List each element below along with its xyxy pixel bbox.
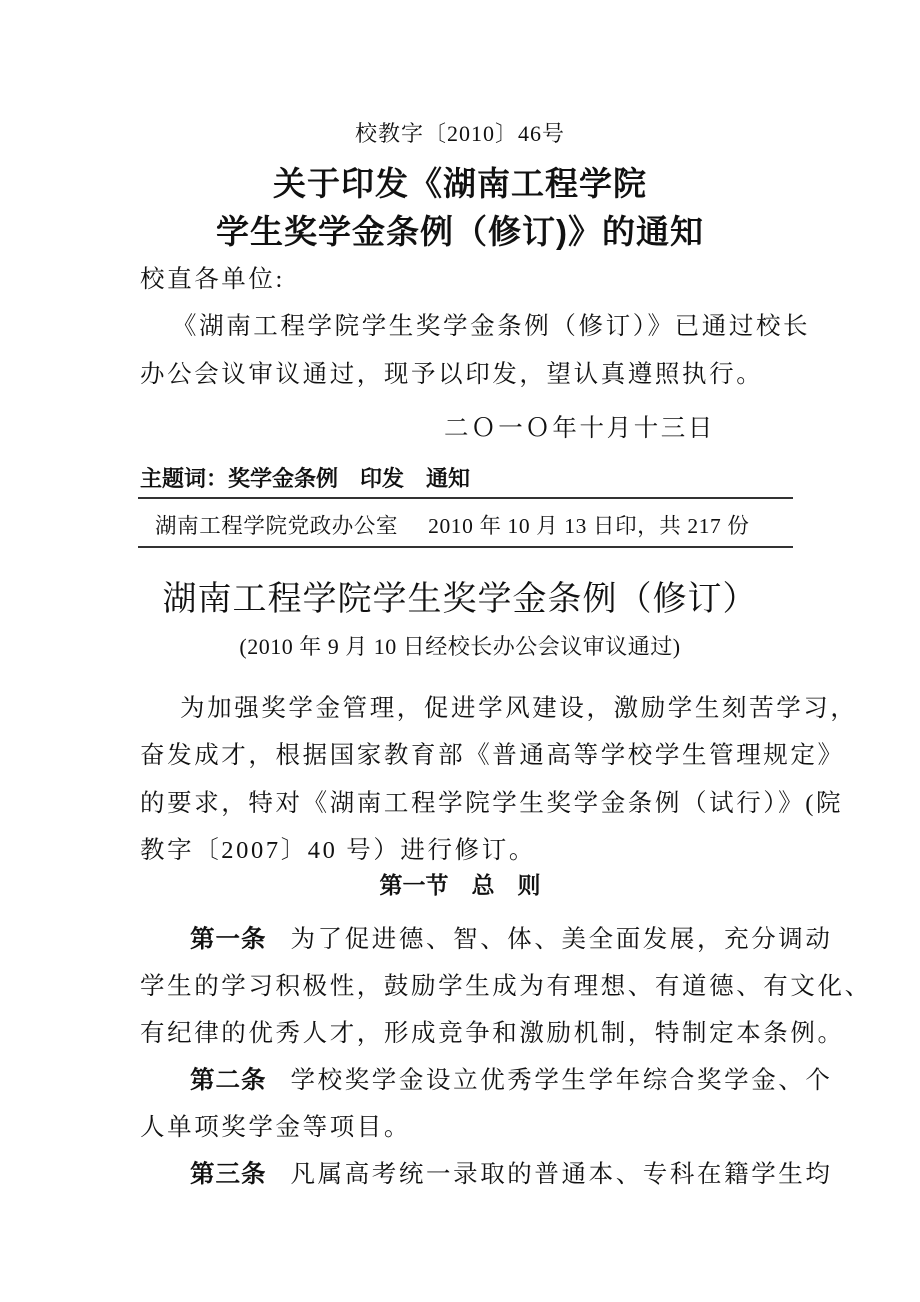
keyword: 通知 xyxy=(426,466,471,491)
preamble-line: 的要求，特对《湖南工程学院学生奖学金条例（试行）》(院 xyxy=(140,790,844,817)
notice-body-line-1: 《湖南工程学院学生奖学金条例（修订）》已通过校长 xyxy=(172,313,811,340)
keywords-label: 主题词： xyxy=(140,466,229,491)
article-text: 为了促进德、智、体、美全面发展，充分调动 xyxy=(290,926,833,953)
footer-print-info: 2010 年 10 月 13 日印，共 217 份 xyxy=(428,514,750,538)
article-text: 学校奖学金设立优秀学生学年综合奖学金、个 xyxy=(290,1067,833,1094)
article-line: 学生的学习积极性，鼓励学生成为有理想、有道德、有文化、 xyxy=(140,973,872,1000)
regulation-title: 湖南工程学院学生奖学金条例（修订） xyxy=(162,580,758,618)
divider-bottom xyxy=(138,546,793,548)
subject-keywords xyxy=(140,468,470,490)
notice-body-line-2: 办公会议审议通过，现予以印发，望认真遵照执行。 xyxy=(140,361,764,388)
article-label: 第二条 xyxy=(190,1067,267,1094)
article-text: 凡属高考统一录取的普通本、专科在籍学生均 xyxy=(290,1161,833,1188)
notice-title-line-2: 学生奖学金条例（修订)》的通知 xyxy=(216,213,704,250)
notice-title-line-1: 关于印发《湖南工程学院 xyxy=(273,165,647,202)
divider-top xyxy=(138,497,793,499)
article-3 xyxy=(190,1163,833,1188)
article-line: 人单项奖学金等项目。 xyxy=(140,1114,411,1141)
section-heading: 第一节 总 则 xyxy=(379,872,541,898)
notice-date: 二Ｏ一Ｏ年十月十三日 xyxy=(444,415,715,442)
article-label: 第一条 xyxy=(190,926,267,953)
regulation-subtitle: (2010 年 9 月 10 日经校长办公会议审议通过) xyxy=(239,634,681,659)
keyword: 印发 xyxy=(360,466,405,491)
print-footer xyxy=(155,516,750,538)
document-number: 校教字〔2010〕46号 xyxy=(354,121,565,146)
keyword: 奖学金条例 xyxy=(228,466,339,491)
article-2 xyxy=(190,1069,833,1094)
article-1 xyxy=(190,928,833,953)
footer-issuer: 湖南工程学院党政办公室 xyxy=(155,514,399,538)
preamble-line: 为加强奖学金管理，促进学风建设，激励学生刻苦学习， xyxy=(180,695,858,722)
article-label: 第三条 xyxy=(190,1161,267,1188)
article-line: 有纪律的优秀人才，形成竞争和激励机制，特制定本条例。 xyxy=(140,1020,845,1047)
preamble-line: 奋发成才，根据国家教育部《普通高等学校学生管理规定》 xyxy=(140,742,845,769)
preamble-line: 教字〔2007〕40 号）进行修订。 xyxy=(140,837,536,864)
salutation: 校直各单位: xyxy=(140,266,285,293)
